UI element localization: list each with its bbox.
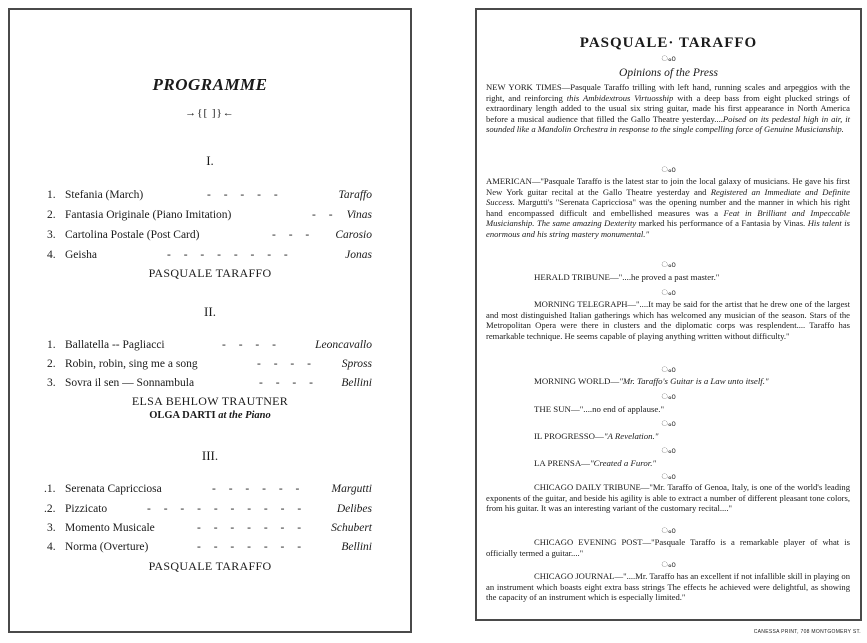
item-number: 4.: [47, 541, 56, 553]
item-piece: Ballatella -- Pagliacci: [65, 339, 165, 351]
item-number: 3.: [47, 522, 56, 534]
programme-item: [44, 481, 372, 497]
item-piece: Robin, robin, sing me a song: [65, 358, 198, 370]
item-piece: Norma (Overture): [65, 541, 149, 553]
item-composer: Spross: [341, 358, 372, 370]
ornament-icon: ം൦: [661, 54, 676, 63]
item-composer: Taraffo: [338, 189, 372, 201]
item-piece: Momento Musicale: [65, 522, 155, 534]
review-herald: [534, 272, 850, 283]
programme-item: [47, 247, 372, 263]
review-emphasis: His talent is enormous and his string mastery monumental.": [486, 218, 850, 239]
review-source: THE SUN—: [534, 404, 580, 414]
leader-dashes: - - - - - - -: [197, 522, 307, 534]
press-title: PASQUALE· TARAFFO: [579, 35, 758, 51]
review-source: LA PRENSA—: [534, 458, 590, 468]
ornament-icon: →{[ ]}←: [185, 107, 235, 119]
ornament-icon: ം൦: [661, 165, 676, 174]
review-source: MORNING WORLD—: [534, 376, 620, 386]
review-text: Margutti's "Serenata Capricciosa" was the opening number and the manner in which his right hand encompassed difficult and embellished measures was a: [486, 197, 850, 218]
press-page: [475, 8, 862, 621]
item-number: .1.: [44, 483, 56, 495]
item-composer: Schubert: [331, 522, 372, 534]
ornament-icon: ം൦: [661, 288, 676, 297]
item-composer: Bellini: [341, 377, 372, 389]
item-number: 4.: [47, 249, 56, 261]
programme-item: [47, 356, 372, 372]
accompanist: [10, 410, 410, 421]
item-composer: Leoncavallo: [315, 339, 372, 351]
review-prensa: [534, 458, 850, 469]
item-composer: Margutti: [331, 483, 372, 495]
review-emphasis: Feat in Brilliant and Impeccable Musicianship. The same amazing Dexterity: [486, 207, 850, 229]
review-nyt: [486, 82, 850, 135]
part-numeral: III.: [201, 448, 219, 463]
item-piece: Pizzicato: [65, 503, 108, 515]
leader-dashes: - -: [312, 209, 338, 221]
review-text: marked his performance of a Fantasia by Vinas.: [636, 218, 808, 229]
ornament-icon: ം൦: [661, 419, 676, 428]
review-quote: "Created a Furor.": [589, 458, 657, 468]
leader-dashes: - - - -: [257, 358, 316, 370]
item-number: .2.: [44, 503, 56, 515]
item-piece: Serenata Capricciosa: [65, 483, 162, 495]
item-composer: Jonas: [345, 249, 372, 261]
review-progresso: [534, 431, 850, 442]
review-source: IL PROGRESSO—: [534, 431, 604, 441]
ornament-icon: ം൦: [661, 446, 676, 455]
leader-dashes: - - - - - -: [212, 483, 305, 495]
leader-dashes: - - - -: [222, 339, 281, 351]
programme-title: PROGRAMME: [152, 75, 268, 94]
review-quote: "....no end of applause.": [579, 404, 665, 414]
review-chicago-tribune: CHICAGO DAILY TRIBUNE—"Mr. Taraffo of Genoa, Italy, is one of the world's leading exponents of the guitar, and beside his agility is able to extract a number of different pleasant tone colors, from his guitar. It was an interesting variant of the customary recital....": [486, 482, 850, 514]
item-number: 1.: [47, 189, 56, 201]
press-subtitle: Opinions of the Press: [619, 67, 718, 79]
review-sun: [534, 404, 850, 415]
leader-dashes: - - -: [272, 229, 315, 241]
review-telegraph-text: MORNING TELEGRAPH—"....It may be said for the artist that he drew one of the largest and most distinguished Italian gatherings which has welcomed any musician of the season. Stars of the Metropolitan Opera were there in clusters and the diplomatic corps was resplendent.... Taraffo has remarkable technique. He seems capable of playing anything written without difficulty.": [486, 299, 850, 341]
review-quote: "A Revelation.": [603, 431, 659, 441]
item-composer: Delibes: [336, 503, 372, 515]
item-number: 3.: [47, 377, 56, 389]
item-piece: Fantasia Originale (Piano Imitation): [65, 209, 232, 221]
review-emphasis: Poised on its pedestal high in air, it sounded like a Mandolin Orchestra in response to the single compelling force of Genuine Musicianship.: [486, 113, 850, 135]
item-piece: Cartolina Postale (Post Card): [65, 229, 200, 241]
item-piece: Sovra il sen — Sonnambula: [65, 377, 195, 389]
item-composer: Carosio: [335, 229, 372, 241]
leader-dashes: - - - - - - -: [197, 541, 307, 553]
review-american: [486, 176, 850, 240]
ornament-icon: ം൦: [661, 392, 676, 401]
ornament-icon: ം൦: [661, 260, 676, 269]
review-source: HERALD TRIBUNE—: [534, 272, 619, 282]
programme-item: [47, 539, 372, 555]
programme-item: [47, 375, 372, 391]
programme-item: [47, 207, 372, 223]
programme-item: [47, 520, 372, 536]
review-text: AMERICAN—"Pasquale Taraffo is the latest star to join the local galaxy of musicians. He gave his first New York guitar recital at the Gallo Theatre yesterday and: [486, 176, 850, 197]
review-quote: "....he proved a past master.": [618, 272, 720, 282]
review-text: with a deep bass from eight plucked strings of extraordinary length added to the usual six string guitar, made his first appearance in North America before a musical audience that filled the Gallo Theatre yesterday....: [486, 92, 850, 124]
item-composer: Vinas: [346, 209, 372, 221]
programme-item: [47, 337, 372, 353]
programme-item: [47, 227, 372, 243]
leader-dashes: - - - - - - - - - -: [147, 503, 307, 515]
review-chicago-journal: CHICAGO JOURNAL—"....Mr. Taraffo has an excellent if not infallible skill in playing on an instrument which boasts eight extra bass strings The effects he achieved were delightful, as showing the capacity of an instrument which is especially limited.": [486, 571, 850, 603]
item-composer: Bellini: [341, 541, 372, 553]
ornament-icon: ം൦: [661, 560, 676, 569]
programme-page: [8, 8, 412, 633]
programme-item: [47, 187, 372, 203]
part-numeral: I.: [206, 153, 214, 168]
ornament-icon: ം൦: [661, 526, 676, 535]
leader-dashes: - - - - -: [207, 189, 283, 201]
accompanist-name: OLGA DARTI: [149, 410, 216, 421]
performer-name: ELSA BEHLOW TRAUTNER: [131, 394, 289, 408]
review-text: NEW YORK TIMES—Pasquale Taraffo trilling with left hand, running scales and arpeggios with the right, and reinforcing: [486, 82, 850, 103]
item-number: 3.: [47, 229, 56, 241]
part-numeral: II.: [204, 304, 216, 319]
item-piece: Stefania (March): [65, 189, 144, 201]
leader-dashes: - - - -: [259, 377, 318, 389]
review-world: [534, 376, 850, 387]
review-chicago-post: CHICAGO EVENING POST—"Pasquale Taraffo is a remarkable player of what is officially termed a guitar....": [486, 537, 850, 558]
item-number: 1.: [47, 339, 56, 351]
item-piece: Geisha: [65, 249, 97, 261]
item-number: 2.: [47, 209, 56, 221]
review-emphasis: this Ambidextrous Virtuosship: [566, 92, 674, 103]
ornament-icon: ം൦: [661, 472, 676, 481]
item-number: 2.: [47, 358, 56, 370]
leader-dashes: - - - - - - - -: [167, 249, 293, 261]
accompanist-role: at the Piano: [218, 410, 271, 421]
printer-footer: CANESSA PRINT, 708 MONTGOMERY ST.: [753, 629, 861, 635]
review-emphasis: Registered an Immediate and Definite Success.: [486, 186, 850, 208]
programme-item: [44, 501, 372, 517]
performer-name: PASQUALE TARAFFO: [148, 266, 272, 280]
performer-name: PASQUALE TARAFFO: [148, 559, 272, 573]
ornament-icon: ം൦: [661, 365, 676, 374]
review-quote: "Mr. Taraffo's Guitar is a Law unto itself.": [619, 376, 769, 386]
